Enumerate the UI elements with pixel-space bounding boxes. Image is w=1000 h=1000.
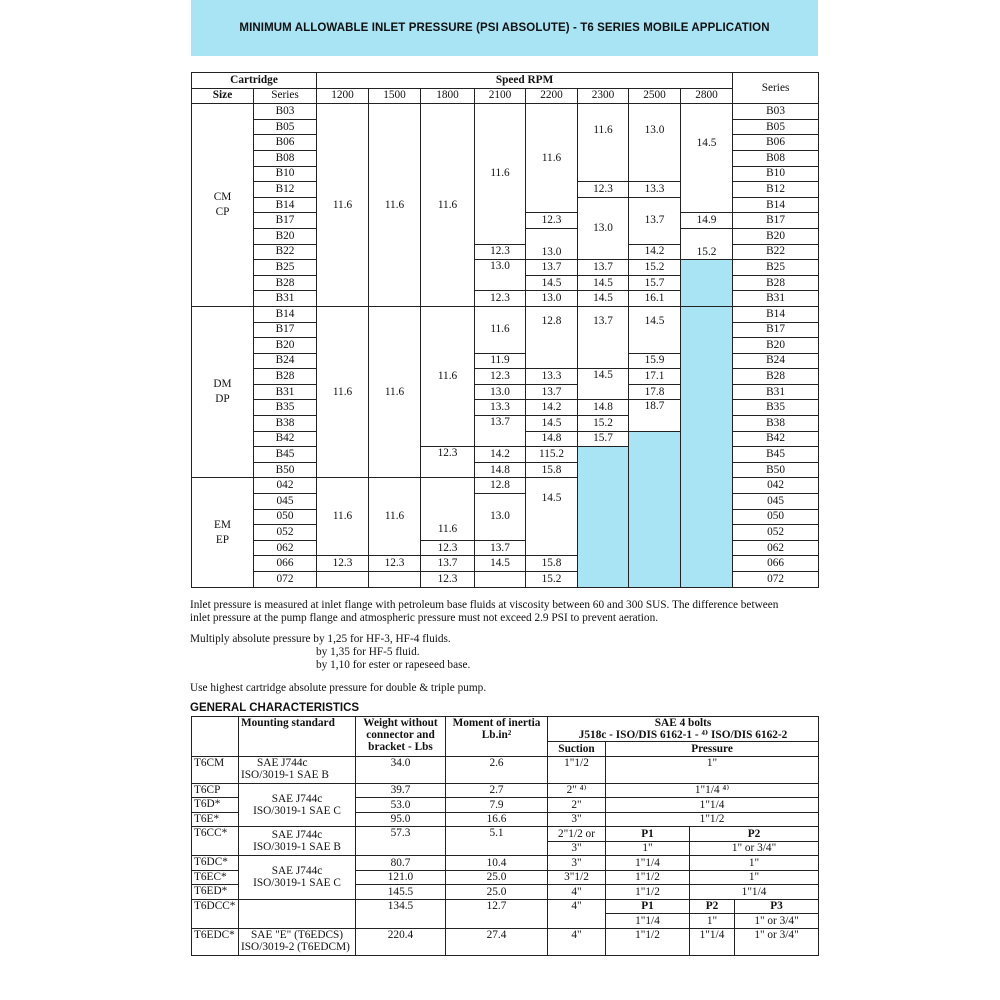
value-cell: 14.8 xyxy=(578,400,629,416)
series-cell: 042 xyxy=(733,478,819,494)
series-cell: 050 xyxy=(254,509,317,525)
p3-cell: 1" or 3/4" xyxy=(735,914,819,929)
value-cell: 14.2 xyxy=(475,447,526,463)
empty-cell xyxy=(475,572,526,588)
table-row xyxy=(192,104,819,120)
value-cell: 13.7 xyxy=(421,556,475,572)
rpm-2200: 2200 xyxy=(526,88,578,104)
p1-cell: 1"1/4 xyxy=(606,856,690,871)
general-characteristics-title: GENERAL CHARACTERISTICS xyxy=(190,702,360,714)
value-cell: 13.3 xyxy=(629,182,681,198)
series-cell: B10 xyxy=(254,166,317,182)
value-cell: 14.5 xyxy=(475,556,526,572)
series-cell: B05 xyxy=(254,119,317,135)
sae-header-line1: SAE 4 bolts xyxy=(654,717,712,729)
empty-cell xyxy=(578,447,629,587)
series-cell: B28 xyxy=(733,275,819,291)
series-cell: 052 xyxy=(254,525,317,541)
page-title: MINIMUM ALLOWABLE INLET PRESSURE (PSI ABSOLUTE) - T6 SERIES MOBILE APPLICATION xyxy=(239,22,770,34)
series-cell: 042 xyxy=(254,478,317,494)
weight-cell: 53.0 xyxy=(356,798,446,813)
series-cell: 062 xyxy=(254,540,317,556)
weight-cell: 121.0 xyxy=(356,870,446,885)
value-cell: 13.7 xyxy=(629,197,681,244)
cartridge-header: Cartridge xyxy=(192,73,317,89)
empty-cell xyxy=(317,572,369,588)
empty-cell xyxy=(369,572,421,588)
series-cell: B25 xyxy=(733,260,819,276)
inertia-cell: 2.6 xyxy=(446,756,548,783)
pressure-cell: 1"1/4 xyxy=(606,798,819,813)
table-row xyxy=(192,928,819,955)
value-cell: 12.8 xyxy=(526,306,578,368)
mount-cell xyxy=(239,899,356,928)
value-cell: 13.7 xyxy=(578,306,629,368)
header-row-1 xyxy=(192,73,819,89)
value-cell: 11.6 xyxy=(421,306,475,446)
series-cell: B50 xyxy=(254,462,317,478)
series-cell: B28 xyxy=(254,275,317,291)
series-cell: B42 xyxy=(733,431,819,447)
gc-header-row xyxy=(192,717,819,742)
series-cell: 066 xyxy=(733,556,819,572)
model-cell: T6DCC* xyxy=(192,899,239,928)
note-line: Inlet pressure is measured at inlet flange with petroleum base fluids at viscosity between 60 and 300 SUS. The difference between xyxy=(190,599,779,611)
inertia-cell: 16.6 xyxy=(446,812,548,827)
value-cell: 15.2 xyxy=(629,260,681,276)
value-cell: 14.5 xyxy=(578,275,629,291)
series-cell: B17 xyxy=(254,322,317,338)
mount-cell: SAE J744c ISO/3019-1 SAE B xyxy=(239,756,356,783)
series-cell: B03 xyxy=(733,104,819,120)
value-cell: 13.7 xyxy=(578,260,629,276)
table-row xyxy=(192,260,819,276)
p2-header: P2 xyxy=(690,899,735,914)
p1-cell: 1"1/2 xyxy=(606,928,690,955)
value-cell: 15.2 xyxy=(526,572,578,588)
series-cell: B28 xyxy=(733,369,819,385)
series-cell: 050 xyxy=(733,509,819,525)
series-cell: B31 xyxy=(733,291,819,307)
value-cell: 14.8 xyxy=(475,462,526,478)
suction-cell: 4" xyxy=(548,885,606,900)
value-cell: 13.0 xyxy=(629,104,681,182)
pressure-cell: 1"1/2 xyxy=(606,812,819,827)
weight-cell: 220.4 xyxy=(356,928,446,955)
pressure-cell: 1" xyxy=(606,756,819,783)
value-cell: 12.3 xyxy=(369,556,421,572)
series-cell: 045 xyxy=(254,494,317,510)
series-cell: B22 xyxy=(733,244,819,260)
model-cell: T6EC* xyxy=(192,870,239,885)
value-cell: 14.9 xyxy=(681,213,733,229)
note-line: inlet pressure at the pump flange and atmospheric pressure must not exceed 2.9 PSI to prevent aeration. xyxy=(190,612,659,624)
series-cell: B06 xyxy=(254,135,317,151)
value-cell: 12.3 xyxy=(475,369,526,385)
inlet-note xyxy=(190,599,822,625)
note-line: Use highest cartridge absolute pressure for double & triple pump. xyxy=(190,682,487,694)
rpm-2800: 2800 xyxy=(681,88,733,104)
p1-header: P1 xyxy=(606,827,690,842)
series-cell: B14 xyxy=(733,306,819,322)
value-cell: 12.3 xyxy=(526,213,578,229)
rpm-1200: 1200 xyxy=(317,88,369,104)
p1-cell: 1"1/4 xyxy=(606,914,690,929)
p2-header: P2 xyxy=(690,827,819,842)
value-cell: 13.7 xyxy=(475,540,526,556)
table-row xyxy=(192,899,819,914)
inertia-cell: 5.1 xyxy=(446,827,548,856)
pressure-cell: 1"1/4 ⁴⁾ xyxy=(606,783,819,798)
series-cell: B35 xyxy=(733,400,819,416)
value-cell: 13.0 xyxy=(526,228,578,259)
value-cell: 17.8 xyxy=(629,384,681,400)
speed-header: Speed RPM xyxy=(317,73,733,89)
p3-header: P3 xyxy=(735,899,819,914)
series-cell: B45 xyxy=(254,447,317,463)
series-cell: B25 xyxy=(254,260,317,276)
value-cell: 14.5 xyxy=(578,291,629,307)
suction-header: Suction xyxy=(548,742,606,757)
inertia-cell: 25.0 xyxy=(446,885,548,900)
size-em-ep: EM EP xyxy=(192,478,254,587)
empty-cell xyxy=(681,260,733,307)
suction-cell: 2"1/2 or xyxy=(548,827,606,842)
rpm-2100: 2100 xyxy=(475,88,526,104)
suction-cell: 4" xyxy=(548,928,606,955)
p2-cell: 1" xyxy=(690,914,735,929)
value-cell: 14.5 xyxy=(629,306,681,353)
value-cell: 12.8 xyxy=(475,478,526,494)
series-cell: B08 xyxy=(733,150,819,166)
size-dm-dp: DM DP xyxy=(192,306,254,478)
series-cell: B14 xyxy=(733,197,819,213)
weight-header: Weight without connector and bracket - Lbs xyxy=(356,717,446,757)
series-cell: B38 xyxy=(733,416,819,432)
inertia-header: Moment of inertia Lb.in² xyxy=(446,717,548,757)
model-cell: T6CM xyxy=(192,756,239,783)
series-cell: B05 xyxy=(733,119,819,135)
title-banner xyxy=(191,0,818,56)
series-cell: B10 xyxy=(733,166,819,182)
p2-cell: 1"1/4 xyxy=(690,885,819,900)
model-cell: T6ED* xyxy=(192,885,239,900)
value-cell: 11.6 xyxy=(475,104,526,244)
suction-cell: 4" xyxy=(548,899,606,928)
p1-cell: 1"1/2 xyxy=(606,870,690,885)
value-cell: 11.6 xyxy=(421,478,475,540)
value-cell: 15.2 xyxy=(681,228,733,259)
note-line: by 1,10 for ester or rapeseed base. xyxy=(316,659,471,671)
series-cell: B20 xyxy=(254,338,317,354)
value-cell: 13.7 xyxy=(475,416,526,447)
series-cell: B12 xyxy=(254,182,317,198)
series-header-right: Series xyxy=(733,73,819,104)
value-cell: 12.3 xyxy=(421,540,475,556)
double-pump-note xyxy=(190,682,822,695)
p2-cell: 1"1/4 xyxy=(690,928,735,955)
series-cell: 062 xyxy=(733,540,819,556)
series-cell: B20 xyxy=(733,228,819,244)
inlet-pressure-table xyxy=(191,72,819,588)
pressure-header: Pressure xyxy=(606,742,819,757)
series-cell: 072 xyxy=(733,572,819,588)
value-cell: 11.6 xyxy=(526,104,578,213)
value-cell: 13.0 xyxy=(475,494,526,541)
weight-cell: 145.5 xyxy=(356,885,446,900)
value-cell: 15.7 xyxy=(629,275,681,291)
series-cell: B17 xyxy=(733,322,819,338)
value-cell: 12.3 xyxy=(421,447,475,478)
weight-cell: 34.0 xyxy=(356,756,446,783)
model-cell: T6E* xyxy=(192,812,239,827)
header-row-2 xyxy=(192,88,819,104)
value-cell: 11.6 xyxy=(369,478,421,556)
series-cell: B31 xyxy=(254,384,317,400)
model-cell: T6CP xyxy=(192,783,239,798)
sae-header xyxy=(548,717,819,742)
value-cell: 13.3 xyxy=(526,369,578,385)
p2-cell: 1" xyxy=(690,870,819,885)
series-cell: B28 xyxy=(254,369,317,385)
note-line: by 1,35 for HF-5 fluid. xyxy=(316,646,420,658)
series-cell: B03 xyxy=(254,104,317,120)
table-row xyxy=(192,783,819,798)
inertia-cell: 10.4 xyxy=(446,856,548,871)
model-cell: T6EDC* xyxy=(192,928,239,955)
p1-cell: 1" xyxy=(606,841,690,856)
series-cell: B17 xyxy=(733,213,819,229)
value-cell: 14.8 xyxy=(526,431,578,447)
value-cell: 11.9 xyxy=(475,353,526,369)
model-cell: T6D* xyxy=(192,798,239,813)
value-cell: 12.3 xyxy=(475,291,526,307)
value-cell: 13.3 xyxy=(475,400,526,416)
value-cell: 13.0 xyxy=(475,384,526,400)
p1-cell: 1"1/2 xyxy=(606,885,690,900)
value-cell: 16.1 xyxy=(629,291,681,307)
value-cell: 12.3 xyxy=(578,182,629,198)
inertia-cell: 2.7 xyxy=(446,783,548,798)
note-line: Multiply absolute pressure by 1,25 for HF-3, HF-4 fluids. xyxy=(190,633,451,645)
value-cell: 11.6 xyxy=(421,104,475,307)
series-cell: B35 xyxy=(254,400,317,416)
value-cell: 11.6 xyxy=(475,306,526,353)
value-cell: 11.6 xyxy=(578,104,629,182)
p3-cell: 1" or 3/4" xyxy=(735,928,819,955)
sae-header-line2: J518c - ISO/DIS 6162-1 - ⁴⁾ ISO/DIS 6162-2 xyxy=(578,729,788,741)
value-cell: 11.6 xyxy=(317,306,369,478)
p2-cell: 1" xyxy=(690,856,819,871)
value-cell: 11.6 xyxy=(369,306,421,478)
series-cell: B06 xyxy=(733,135,819,151)
suction-cell: 2" ⁴⁾ xyxy=(548,783,606,798)
series-cell: B20 xyxy=(733,338,819,354)
value-cell: 12.3 xyxy=(317,556,369,572)
series-cell: 045 xyxy=(733,494,819,510)
value-cell: 13.0 xyxy=(578,197,629,259)
value-cell: 15.7 xyxy=(578,431,629,447)
empty-cell xyxy=(681,306,733,587)
series-cell: B24 xyxy=(733,353,819,369)
inertia-cell: 27.4 xyxy=(446,928,548,955)
series-cell: B38 xyxy=(254,416,317,432)
value-cell: 12.3 xyxy=(475,244,526,260)
suction-cell: 3" xyxy=(548,856,606,871)
value-cell: 12.3 xyxy=(421,572,475,588)
p2-cell: 1" or 3/4" xyxy=(690,841,819,856)
series-cell: B17 xyxy=(254,213,317,229)
empty-cell xyxy=(192,717,239,757)
value-cell: 15.9 xyxy=(629,353,681,369)
value-cell: 13.0 xyxy=(526,291,578,307)
value-cell: 15.8 xyxy=(526,556,578,572)
value-cell: 14.5 xyxy=(681,104,733,213)
rpm-2500: 2500 xyxy=(629,88,681,104)
value-cell: 11.6 xyxy=(317,478,369,556)
series-cell: B31 xyxy=(733,384,819,400)
series-cell: B50 xyxy=(733,462,819,478)
inertia-cell: 7.9 xyxy=(446,798,548,813)
weight-cell: 39.7 xyxy=(356,783,446,798)
value-cell: 13.7 xyxy=(526,384,578,400)
rpm-1800: 1800 xyxy=(421,88,475,104)
series-cell: 052 xyxy=(733,525,819,541)
mount-cell: SAE J744c ISO/3019-1 SAE C xyxy=(239,783,356,827)
suction-cell: 3" xyxy=(548,812,606,827)
weight-cell: 57.3 xyxy=(356,827,446,856)
mount-cell: SAE J744c ISO/3019-1 SAE B xyxy=(239,827,356,856)
value-cell: 11.6 xyxy=(369,104,421,307)
multiply-note xyxy=(190,633,822,672)
series-cell: B08 xyxy=(254,150,317,166)
series-cell: B12 xyxy=(733,182,819,198)
series-cell: B22 xyxy=(254,244,317,260)
p1-header: P1 xyxy=(606,899,690,914)
value-cell: 14.5 xyxy=(578,369,629,400)
weight-cell: 80.7 xyxy=(356,856,446,871)
series-cell: 066 xyxy=(254,556,317,572)
series-cell: 072 xyxy=(254,572,317,588)
value-cell: 15.8 xyxy=(526,462,578,478)
series-cell: B14 xyxy=(254,306,317,322)
value-cell: 14.5 xyxy=(526,416,578,432)
value-cell: 14.5 xyxy=(526,275,578,291)
value-cell: 14.2 xyxy=(629,244,681,260)
series-cell: B20 xyxy=(254,228,317,244)
value-cell: 14.5 xyxy=(526,478,578,556)
general-characteristics-table xyxy=(191,716,819,956)
rpm-1500: 1500 xyxy=(369,88,421,104)
model-cell: T6CC* xyxy=(192,827,239,856)
size-cm-cp: CM CP xyxy=(192,104,254,307)
weight-cell: 134.5 xyxy=(356,899,446,928)
series-cell: B31 xyxy=(254,291,317,307)
mount-cell: SAE "E" (T6EDCS) ISO/3019-2 (T6EDCM) xyxy=(239,928,356,955)
size-header: Size xyxy=(192,88,254,104)
mount-cell: SAE J744c ISO/3019-1 SAE C xyxy=(239,856,356,900)
value-cell: 17.1 xyxy=(629,369,681,385)
value-cell: 14.2 xyxy=(526,400,578,416)
suction-cell: 3" xyxy=(548,841,606,856)
series-header: Series xyxy=(254,88,317,104)
series-cell: B24 xyxy=(254,353,317,369)
inertia-cell: 12.7 xyxy=(446,899,548,928)
weight-cell: 95.0 xyxy=(356,812,446,827)
inertia-cell: 25.0 xyxy=(446,870,548,885)
model-cell: T6DC* xyxy=(192,856,239,871)
rpm-2300: 2300 xyxy=(578,88,629,104)
value-cell: 15.2 xyxy=(578,416,629,432)
suction-cell: 1"1/2 xyxy=(548,756,606,783)
series-cell: B42 xyxy=(254,431,317,447)
empty-cell xyxy=(629,431,681,587)
value-cell: 18.7 xyxy=(629,400,681,431)
value-cell: 115.2 xyxy=(526,447,578,463)
suction-cell: 3"1/2 xyxy=(548,870,606,885)
table-row xyxy=(192,306,819,322)
table-row xyxy=(192,756,819,783)
value-cell: 11.6 xyxy=(317,104,369,307)
value-cell: 13.7 xyxy=(526,260,578,276)
suction-cell: 2" xyxy=(548,798,606,813)
value-cell: 13.0 xyxy=(475,260,526,291)
mounting-header: Mounting standard xyxy=(239,717,356,757)
table-row xyxy=(192,827,819,842)
series-cell: B45 xyxy=(733,447,819,463)
table-row xyxy=(192,856,819,871)
series-cell: B14 xyxy=(254,197,317,213)
